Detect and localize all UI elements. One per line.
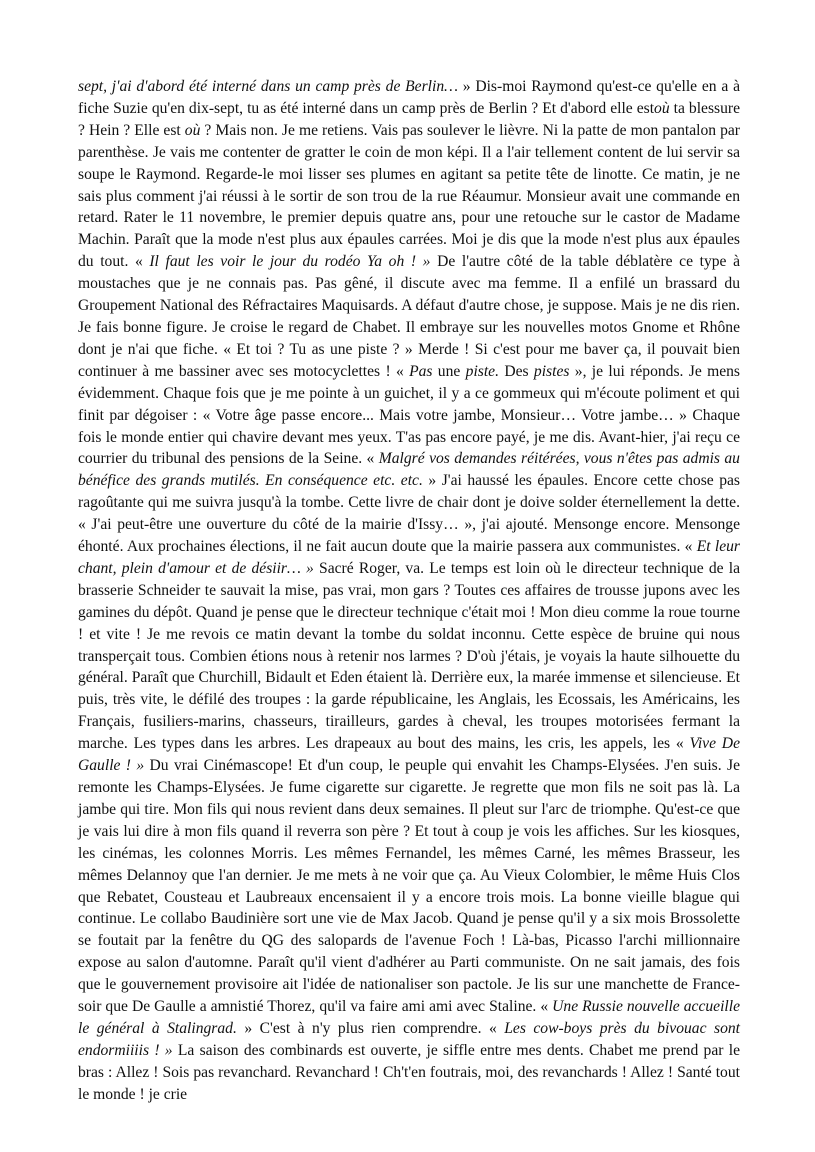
italic-quote: Il faut les voir le jour du rodéo Ya oh ! » bbox=[149, 253, 431, 271]
text-run: De l'autre côté de la table déblatère ce type à moustaches que je ne connais pas. Pas gêné, il discute avec ma femme. Il a enfilé un brassard du Groupement National des Réfractaires Maquisards. A défaut d'autre chose, je suppose. Mais je ne dis rien. Je fais bonne figure. Je croise le regard de Chabet. Il embraye sur les nouvelles motos Gnome et Rhône dont je n'ai que fiche. « Et toi ? Tu as une piste ? » Merde ! Si c'est pour me baver ça, il pouvait bien continuer à me bassiner avec ses motocyclettes ! « bbox=[78, 253, 740, 380]
text-run: Du vrai Cinémascope! Et d'un coup, le peuple qui envahit les Champs-Elysées. J'en suis. Je remonte les Champs-Elysées. Je fume cigarette sur cigarette. Je regrette que mon fils ne soit pas là. La jambe qui tire. Mon fils qui nous revient dans deux semaines. Il pleut sur l'arc de triomphe. Qu'est-ce que je vais lui dire à mon fils quand il reverra son père ? Et tout à coup je vois les affiches. Sur les kiosques, les cinémas, les colonnes Morris. Les mêmes Fernandel, les mêmes Carné, les mêmes Brasseur, les mêmes Delannoy que l'an dernier. Je me mets à ne voir que ça. Au Vieux Colombier, le même Huis Clos que Rebatet, Cousteau et Laubreaux encensaient il y a encore trois mois. La bonne vieille blague qui continue. Le collabo Baudinière sort une vie de Max Jacob. Quand je pense qu'il y a six mois Brossolette se foutait par la fenêtre du QG des salopards de l'avenue Foch ! Là-bas, Picasso l'archi millionnaire expose au salon d'automne. Paraît qu'il vient d'adhérer au Parti communiste. On ne sait jamais, des fois que le gouvernement provisoire ait l'idée de nationaliser son pactole. Je lis sur une manchette de France-soir que De Gaulle a amnistié Thorez, qu'il va faire ami ami avec Staline. « bbox=[78, 757, 740, 1016]
text-run: Des bbox=[499, 362, 534, 380]
italic-word: où bbox=[184, 121, 201, 139]
document-page bbox=[78, 76, 740, 1106]
text-run: La saison des combinards est ouverte, je siffle entre mes dents. Chabet me prend par le bras : Allez ! Sois pas revanchard. Revanchard ! Ch't'en foutrais, moi, des revanchards ! Allez ! Santé tout le monde ! je crie bbox=[78, 1041, 741, 1103]
italic-quote: Et leur chant, plein d'amour et de désiir… » bbox=[78, 538, 740, 577]
text-run: ta blessure ? Hein ? Elle est bbox=[78, 99, 740, 139]
italic-quote: Les cow-boys près du bivouac sont endormiiiis ! » bbox=[78, 1019, 740, 1059]
italic-word: pistes bbox=[533, 362, 570, 380]
text-run: » J'ai haussé les épaules. Encore cette chose pas ragoûtante qui me suivra jusqu'à la tombe. Cette livre de chair dont je doive solder éternellement la dette. « J'ai peut-être une ouverture du côté de la mairie d'Issy… », j'ai ajouté. Mensonge encore. Mensonge éhonté. Aux prochaines élections, il ne fait aucun doute que la mairie passera aux communistes. « bbox=[78, 472, 740, 556]
italic-word: Pas bbox=[409, 362, 433, 380]
body-paragraph bbox=[78, 76, 740, 1106]
italic-quote: Malgré vos demandes réitérées, vous n'êtes pas admis au bénéfice des grands mutilés. En conséquence etc. etc. bbox=[78, 450, 740, 490]
italic-quote: Vive De Gaulle ! » bbox=[78, 735, 740, 775]
text-run: » C'est à n'y plus rien comprendre. « bbox=[236, 1019, 505, 1037]
text-run: », je lui réponds. Je mens évidemment. Chaque fois que je me pointe à un guichet, il y a ce gommeux qui m'écoute poliment et qui finit par dégoiser : « Votre âge passe encore... Mais votre jambe, Monsieur… Votre jambe… » Chaque fois le monde entier qui chavire devant mes yeux. T'as pas encore payé, je me dis. Avant-hier, j'ai reçu ce courrier du tribunal des pensions de la Seine. « bbox=[78, 362, 740, 468]
text-run: Sacré Roger, va. Le temps est loin où le directeur technique de la brasserie Schneider te sauvait la mise, pas vrai, mon gars ? Toutes ces affaires de trousse jupons avec les gamines du dépôt. Quand je pense que le directeur technique c'était moi ! Mon dieu comme la roue tourne ! et vite ! Je me revois ce matin devant la tombe du soldat inconnu. Cette espèce de bruine qui nous transperçait tous. Combien étions nous à retenir nos larmes ? D'où j'étais, je voyais la haute silhouette du général. Paraît que Churchill, Bidault et Eden étaient là. Derrière eux, la marée immense et silencieuse. Et puis, très vite, le défilé des troupes : la garde républicaine, les Anglais, les Ecossais, les Américains, les Français, fusiliers-marins, chasseurs, tirailleurs, gardes à cheval, les troupes motorisées fermant la marche. Les types dans les arbres. Les drapeaux au bout des mains, les cris, les appels, les « bbox=[78, 559, 740, 753]
text-run: ? Mais non. Je me retiens. Vais pas soulever le lièvre. Ni la patte de mon pantalon par parenthèse. Je vais me contenter de gratter le coin de mon képi. Il a l'air tellement content de lui servir sa soupe le Raymond. Regarde-le moi lisser ses plumes en agitant sa petite tête de linotte. Ce matin, je ne sais plus comment j'ai réussi à le sortir de son trou de la rue Réaumur. Monsieur avait une commande en retard. Rater le 11 novembre, le premier depuis quatre ans, pour une retouche sur le castor de Madame Machin. Paraît que la mode n'est plus aux épaules carrées. Moi je dis que la mode n'est plus aux épaules du tout. « bbox=[78, 121, 740, 271]
text-run: une bbox=[432, 362, 466, 380]
italic-word: piste. bbox=[465, 362, 500, 380]
italic-word: où bbox=[654, 99, 670, 117]
italic-quote: Une Russie nouvelle accueille le général à Stalingrad. bbox=[78, 998, 741, 1037]
text-run: » Dis-moi Raymond qu'est-ce qu'elle en a à fiche Suzie qu'en dix-sept, tu as été interné dans un camp près de Berlin ? Et d'abord elle est bbox=[78, 78, 740, 117]
italic-quote: sept, j'ai d'abord été interné dans un camp près de Berlin… bbox=[78, 78, 463, 95]
